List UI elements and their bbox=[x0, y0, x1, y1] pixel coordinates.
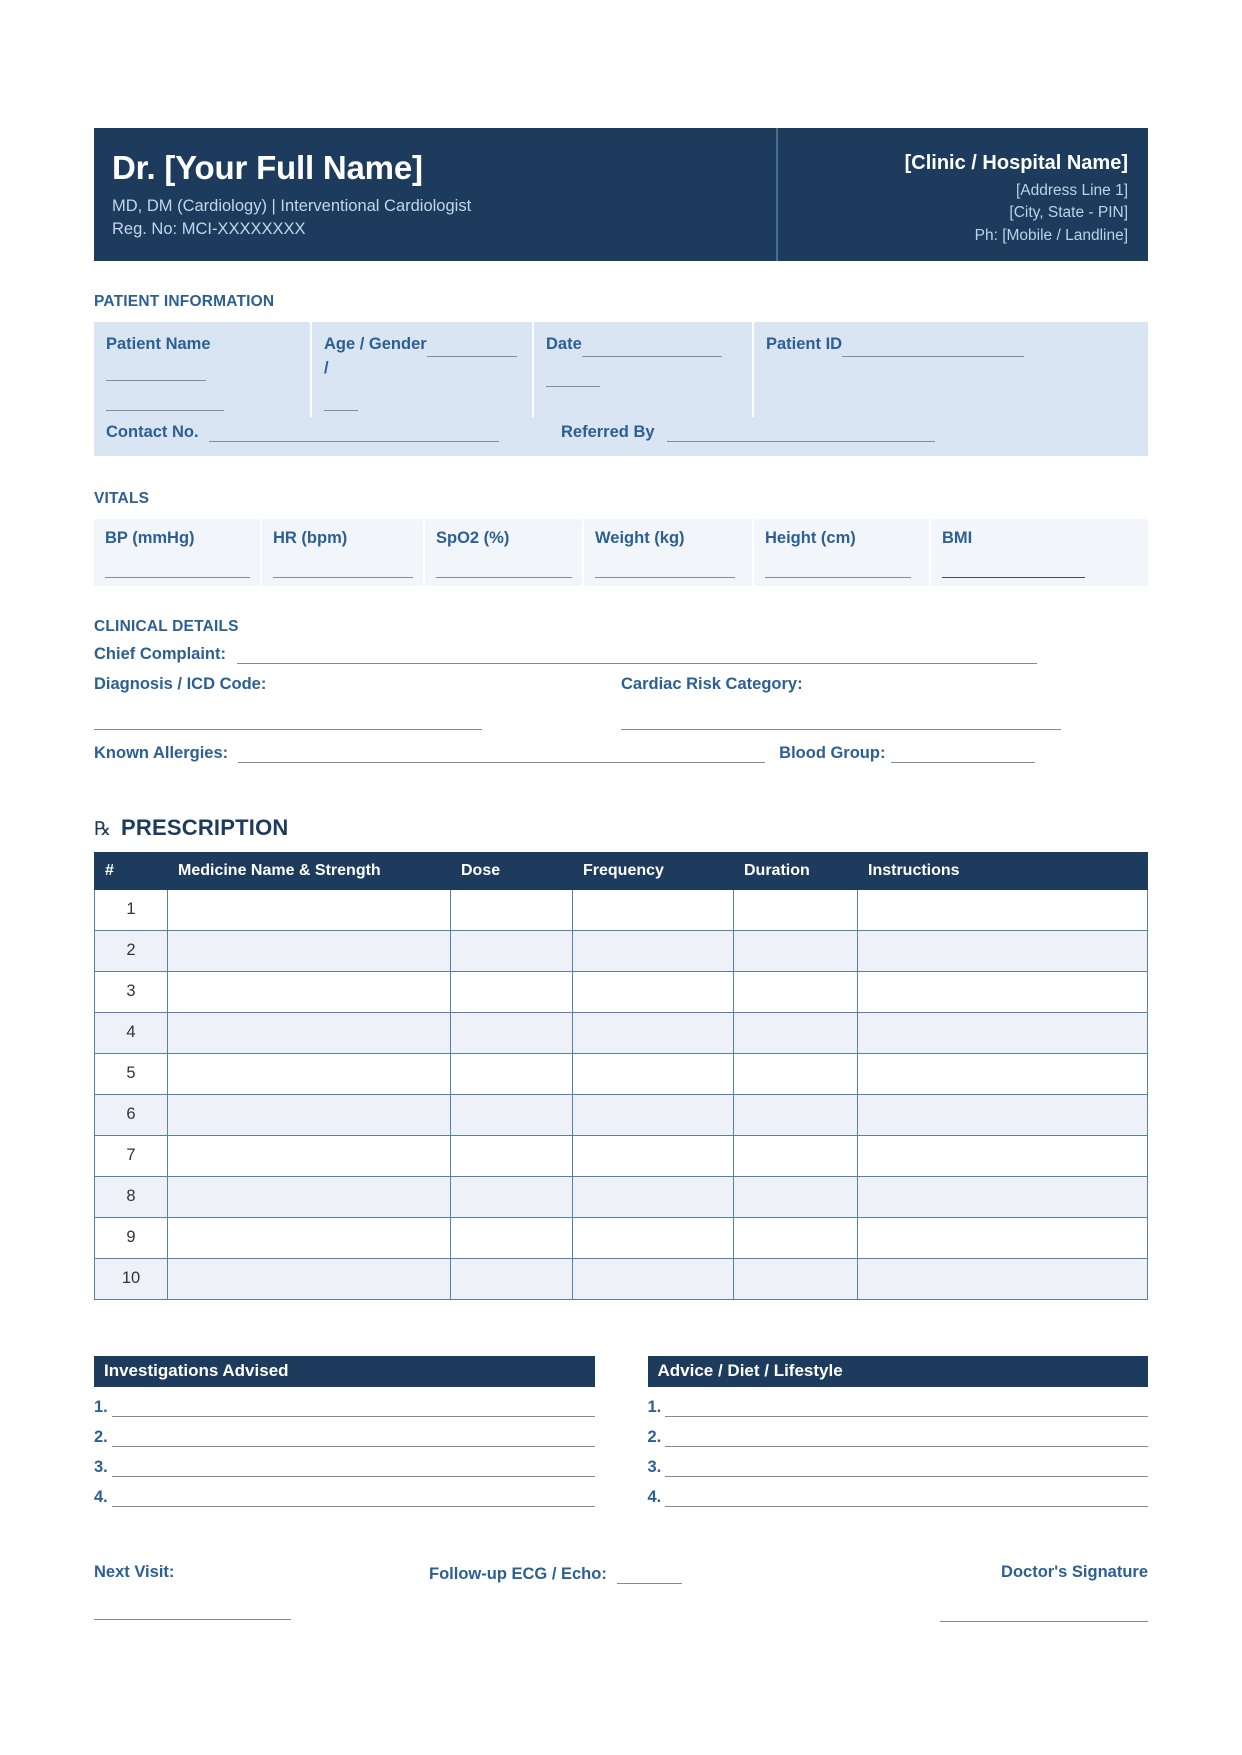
contact-no-field[interactable] bbox=[106, 423, 561, 442]
follow-up-field[interactable] bbox=[429, 1563, 918, 1584]
row-number: 5 bbox=[95, 1053, 168, 1094]
investigation-input[interactable] bbox=[112, 1458, 595, 1476]
row-dose[interactable] bbox=[451, 1094, 573, 1135]
investigations-title: Investigations Advised bbox=[94, 1356, 595, 1387]
row-medicine[interactable] bbox=[168, 889, 451, 930]
table-row bbox=[95, 1053, 1148, 1094]
col-header-duration: Duration bbox=[734, 852, 858, 889]
known-allergies-input[interactable] bbox=[238, 744, 765, 762]
row-instructions[interactable] bbox=[858, 1258, 1148, 1299]
prescription-header-row bbox=[95, 852, 1148, 889]
row-number: 2 bbox=[95, 930, 168, 971]
rx-symbol-icon: ℞ bbox=[94, 818, 112, 840]
diagnosis-risk-row bbox=[94, 675, 1148, 729]
vital-spo2-field[interactable] bbox=[425, 519, 584, 586]
advice-input[interactable] bbox=[665, 1458, 1148, 1476]
diagnosis-field[interactable] bbox=[94, 675, 621, 729]
row-medicine[interactable] bbox=[168, 1258, 451, 1299]
advice-box bbox=[648, 1356, 1149, 1507]
age-gender-separator: / bbox=[324, 358, 329, 377]
clinic-address-line-2: [City, State - PIN] bbox=[1009, 204, 1128, 222]
patient-id-label: Patient ID bbox=[766, 335, 843, 353]
patient-id-field[interactable] bbox=[754, 322, 1148, 417]
doctor-name: Dr. [Your Full Name] bbox=[112, 149, 423, 186]
vital-bmi-field[interactable] bbox=[931, 519, 1148, 586]
table-row bbox=[95, 1217, 1148, 1258]
clinical-details-title: CLINICAL DETAILS bbox=[94, 618, 239, 636]
age-gender-label: Age / Gender bbox=[324, 335, 427, 353]
patient-information-title: PATIENT INFORMATION bbox=[94, 293, 275, 310]
list-item[interactable] bbox=[94, 1458, 595, 1477]
vital-bp-field[interactable] bbox=[94, 519, 262, 586]
row-number: 9 bbox=[95, 1217, 168, 1258]
row-number: 10 bbox=[95, 1258, 168, 1299]
table-row bbox=[95, 971, 1148, 1012]
follow-up-input[interactable] bbox=[617, 1565, 682, 1583]
prescription-title: PRESCRIPTION bbox=[121, 814, 289, 840]
prescription-sheet bbox=[94, 128, 1148, 1622]
row-duration[interactable] bbox=[734, 1053, 858, 1094]
advice-number: 1. bbox=[647, 1397, 662, 1416]
row-medicine[interactable] bbox=[168, 1094, 451, 1135]
list-item[interactable] bbox=[648, 1428, 1149, 1447]
clinical-details-section bbox=[94, 618, 1148, 762]
advice-input[interactable] bbox=[665, 1398, 1148, 1416]
doctor-signature-field[interactable] bbox=[918, 1563, 1148, 1622]
row-instructions[interactable] bbox=[858, 889, 1148, 930]
row-dose[interactable] bbox=[451, 1135, 573, 1176]
row-instructions[interactable] bbox=[858, 1176, 1148, 1217]
blood-group-label: Blood Group: bbox=[779, 743, 886, 762]
table-row bbox=[95, 930, 1148, 971]
advice-number: 3. bbox=[647, 1457, 662, 1476]
investigation-input[interactable] bbox=[112, 1398, 595, 1416]
table-row bbox=[95, 1012, 1148, 1053]
row-instructions[interactable] bbox=[858, 1217, 1148, 1258]
advice-input[interactable] bbox=[665, 1428, 1148, 1446]
row-instructions[interactable] bbox=[858, 1135, 1148, 1176]
known-allergies-label: Known Allergies: bbox=[94, 743, 229, 762]
patient-name-label: Patient Name bbox=[106, 335, 211, 353]
row-duration[interactable] bbox=[734, 889, 858, 930]
col-header-dose: Dose bbox=[451, 852, 573, 889]
list-item[interactable] bbox=[94, 1428, 595, 1447]
chief-complaint-label: Chief Complaint: bbox=[94, 645, 226, 664]
clinic-address-line-1: [Address Line 1] bbox=[1015, 182, 1128, 199]
row-dose[interactable] bbox=[451, 1012, 573, 1053]
prescription-heading bbox=[94, 815, 1148, 841]
next-visit-label: Next Visit: bbox=[94, 1562, 175, 1581]
vital-spo2-label: SpO2 (%) bbox=[436, 529, 510, 548]
vital-height-label: Height (cm) bbox=[765, 529, 856, 548]
contact-no-label: Contact No. bbox=[106, 423, 199, 442]
cardiac-risk-label: Cardiac Risk Category: bbox=[621, 675, 803, 694]
row-instructions[interactable] bbox=[858, 1012, 1148, 1053]
prescription-table-body bbox=[95, 889, 1148, 1299]
vital-weight-field[interactable] bbox=[584, 519, 754, 586]
letterhead bbox=[94, 128, 1148, 261]
row-duration[interactable] bbox=[734, 1012, 858, 1053]
row-dose[interactable] bbox=[451, 1053, 573, 1094]
row-number: 4 bbox=[95, 1012, 168, 1053]
patient-information-section bbox=[94, 293, 1148, 456]
referred-by-field[interactable] bbox=[561, 423, 1136, 442]
col-header-instructions: Instructions bbox=[858, 852, 1148, 889]
row-duration[interactable] bbox=[734, 1258, 858, 1299]
row-medicine[interactable] bbox=[168, 1012, 451, 1053]
vital-hr-field[interactable] bbox=[262, 519, 425, 586]
row-medicine[interactable] bbox=[168, 930, 451, 971]
row-instructions[interactable] bbox=[858, 1053, 1148, 1094]
row-duration[interactable] bbox=[734, 1135, 858, 1176]
row-dose[interactable] bbox=[451, 889, 573, 930]
investigation-number: 3. bbox=[94, 1457, 108, 1476]
doctor-signature-line[interactable] bbox=[940, 1604, 1148, 1622]
investigation-input[interactable] bbox=[112, 1488, 595, 1506]
patient-information-box bbox=[94, 322, 1148, 456]
row-instructions[interactable] bbox=[858, 971, 1148, 1012]
vital-hr-label: HR (bpm) bbox=[273, 529, 348, 548]
table-row bbox=[95, 1176, 1148, 1217]
row-instructions[interactable] bbox=[858, 1094, 1148, 1135]
bottom-boxes bbox=[94, 1356, 1148, 1507]
diagnosis-label: Diagnosis / ICD Code: bbox=[94, 675, 267, 694]
referred-by-label: Referred By bbox=[561, 423, 655, 442]
vital-bmi-label: BMI bbox=[942, 529, 973, 548]
row-frequency[interactable] bbox=[573, 930, 734, 971]
row-duration[interactable] bbox=[734, 1176, 858, 1217]
row-frequency[interactable] bbox=[573, 1258, 734, 1299]
row-frequency[interactable] bbox=[573, 1053, 734, 1094]
next-visit-field[interactable] bbox=[94, 1563, 429, 1620]
vitals-title: VITALS bbox=[94, 490, 150, 508]
row-frequency[interactable] bbox=[573, 1217, 734, 1258]
list-item[interactable] bbox=[648, 1398, 1149, 1417]
investigation-number: 4. bbox=[94, 1487, 108, 1506]
row-number: 7 bbox=[95, 1135, 168, 1176]
investigation-input[interactable] bbox=[112, 1428, 595, 1446]
doctor-registration-number: Reg. No: MCI-XXXXXXXX bbox=[112, 220, 306, 239]
table-row bbox=[95, 1258, 1148, 1299]
doctor-credentials: MD, DM (Cardiology) | Interventional Cardiologist bbox=[112, 196, 472, 215]
row-medicine[interactable] bbox=[168, 1053, 451, 1094]
cardiac-risk-field[interactable] bbox=[621, 675, 1148, 729]
date-label: Date bbox=[546, 335, 582, 353]
vitals-section bbox=[94, 490, 1148, 586]
row-duration[interactable] bbox=[734, 971, 858, 1012]
row-frequency[interactable] bbox=[573, 1094, 734, 1135]
list-item[interactable] bbox=[94, 1488, 595, 1507]
clinic-name: [Clinic / Hospital Name] bbox=[904, 152, 1128, 174]
letterhead-doctor-block bbox=[94, 128, 778, 261]
row-medicine[interactable] bbox=[168, 1135, 451, 1176]
patient-name-field[interactable] bbox=[94, 322, 312, 417]
col-header-frequency: Frequency bbox=[573, 852, 734, 889]
footer bbox=[94, 1563, 1148, 1622]
list-item[interactable] bbox=[94, 1398, 595, 1417]
advice-number: 4. bbox=[647, 1487, 662, 1506]
investigation-number: 2. bbox=[94, 1427, 108, 1446]
advice-input[interactable] bbox=[665, 1488, 1148, 1506]
advice-number: 2. bbox=[647, 1427, 662, 1446]
prescription-section bbox=[94, 815, 1148, 1300]
table-row bbox=[95, 1135, 1148, 1176]
list-item[interactable] bbox=[648, 1458, 1149, 1477]
blood-group-input[interactable] bbox=[891, 744, 1035, 762]
table-row bbox=[95, 1094, 1148, 1135]
age-gender-field[interactable] bbox=[312, 322, 534, 417]
clinic-phone: Ph: [Mobile / Landline] bbox=[974, 226, 1128, 244]
col-header-number: # bbox=[95, 852, 168, 889]
patient-information-row-2 bbox=[94, 417, 1148, 456]
row-frequency[interactable] bbox=[573, 1135, 734, 1176]
row-dose[interactable] bbox=[451, 971, 573, 1012]
vital-bp-label: BP (mmHg) bbox=[105, 529, 195, 548]
row-duration[interactable] bbox=[734, 1217, 858, 1258]
advice-title: Advice / Diet / Lifestyle bbox=[648, 1356, 1149, 1387]
letterhead-clinic-block bbox=[778, 128, 1148, 261]
row-medicine[interactable] bbox=[168, 971, 451, 1012]
row-instructions[interactable] bbox=[858, 930, 1148, 971]
date-field[interactable] bbox=[534, 322, 754, 417]
row-duration[interactable] bbox=[734, 1094, 858, 1135]
row-dose[interactable] bbox=[451, 1217, 573, 1258]
chief-complaint-field[interactable] bbox=[94, 645, 1148, 664]
row-number: 1 bbox=[95, 889, 168, 930]
investigations-box bbox=[94, 1356, 595, 1507]
vital-weight-label: Weight (kg) bbox=[595, 529, 685, 548]
col-header-medicine: Medicine Name & Strength bbox=[168, 852, 451, 889]
patient-information-row-1 bbox=[94, 322, 1148, 417]
row-frequency[interactable] bbox=[573, 1012, 734, 1053]
vitals-box bbox=[94, 519, 1148, 586]
row-medicine[interactable] bbox=[168, 1217, 451, 1258]
row-number: 8 bbox=[95, 1176, 168, 1217]
next-visit-input[interactable] bbox=[94, 1602, 291, 1620]
row-number: 3 bbox=[95, 971, 168, 1012]
row-medicine[interactable] bbox=[168, 1176, 451, 1217]
row-dose[interactable] bbox=[451, 1176, 573, 1217]
table-row bbox=[95, 889, 1148, 930]
follow-up-label: Follow-up ECG / Echo: bbox=[429, 1564, 607, 1583]
row-dose[interactable] bbox=[451, 1258, 573, 1299]
doctor-signature-label: Doctor's Signature bbox=[1001, 1562, 1148, 1581]
vital-height-field[interactable] bbox=[754, 519, 931, 586]
row-frequency[interactable] bbox=[573, 1176, 734, 1217]
investigation-number: 1. bbox=[94, 1397, 108, 1416]
prescription-table bbox=[94, 852, 1148, 1300]
row-dose[interactable] bbox=[451, 930, 573, 971]
list-item[interactable] bbox=[648, 1488, 1149, 1507]
row-duration[interactable] bbox=[734, 930, 858, 971]
row-number: 6 bbox=[95, 1094, 168, 1135]
row-frequency[interactable] bbox=[573, 889, 734, 930]
allergies-blood-group-row bbox=[94, 744, 1148, 763]
row-frequency[interactable] bbox=[573, 971, 734, 1012]
